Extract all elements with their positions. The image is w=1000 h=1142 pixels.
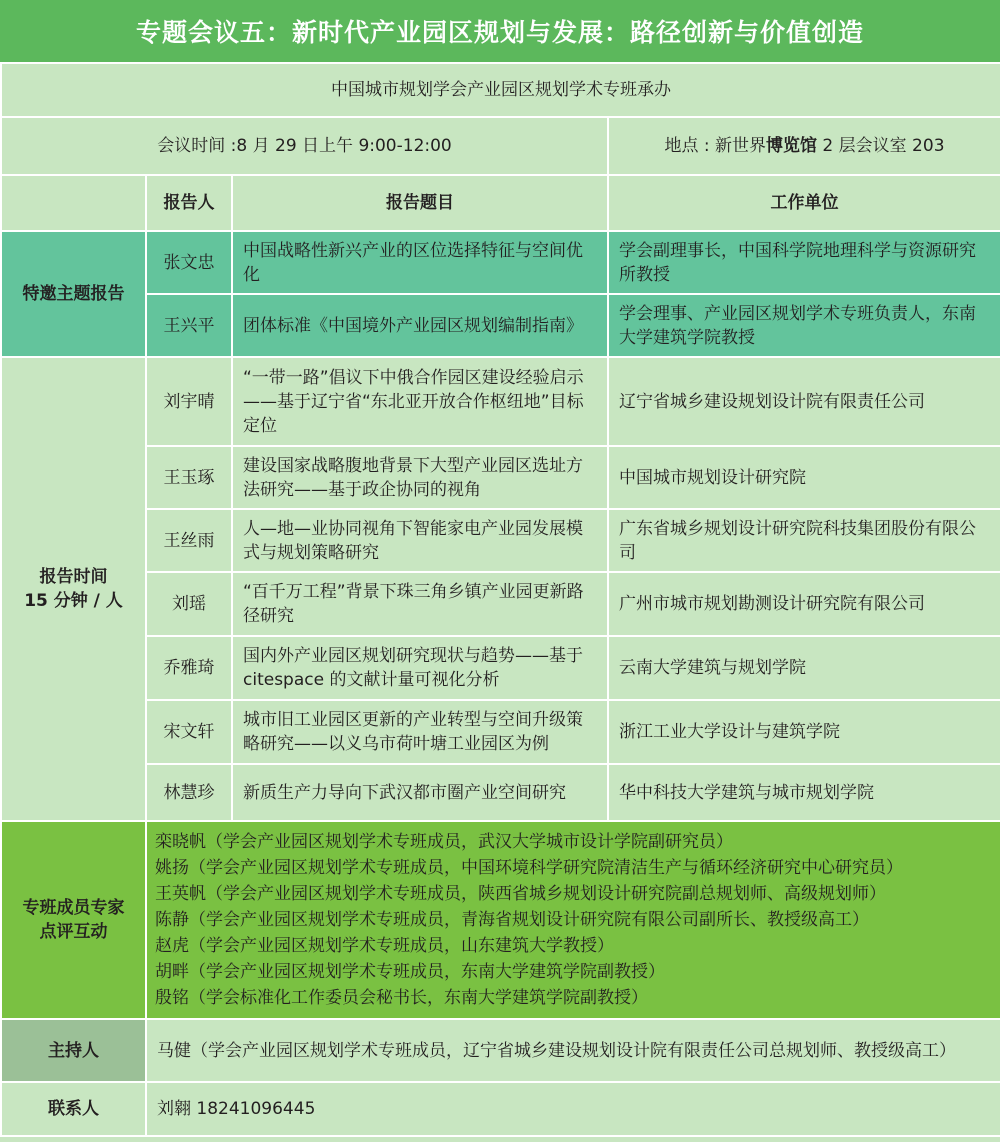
report-topic: “百千万工程”背景下珠三角乡镇产业园更新路径研究 [232,572,608,636]
column-header-row [1,175,1000,231]
keynote-label: 特邀主题报告 [1,231,146,357]
location-suffix: 2 层会议室 203 [817,136,945,156]
table-row [1,764,1000,821]
report-topic: “一带一路”倡议下中俄合作园区建设经验启示——基于辽宁省“东北亚开放合作枢纽地”目标定位 [232,357,608,446]
schedule-table [0,62,1000,1137]
host-label: 主持人 [1,1019,146,1082]
speaker-name: 林慧珍 [146,764,232,821]
expert-review-row [1,821,1000,1019]
table-row [1,700,1000,764]
contact-label: 联系人 [1,1082,146,1136]
report-time-label-line2: 15 分钟 / 人 [24,591,123,611]
speaker-name: 刘宇晴 [146,357,232,446]
expert-label-line1: 专班成员专家 [22,898,125,918]
speaker-name: 王兴平 [146,294,232,357]
organizer-row [1,63,1000,117]
report-topic: 国内外产业园区规划研究现状与趋势——基于 citespace 的文献计量可视化分析 [232,636,608,700]
column-header-speaker: 报告人 [146,175,232,231]
table-row [1,509,1000,572]
report-time-label-line1: 报告时间 [39,567,108,587]
report-topic: 新质生产力导向下武汉都市圈产业空间研究 [232,764,608,821]
table-row [1,446,1000,509]
speaker-unit: 中国城市规划设计研究院 [608,446,1000,509]
speaker-unit: 学会副理事长，中国科学院地理科学与资源研究所教授 [608,231,1000,294]
speaker-unit: 广东省城乡规划设计研究院科技集团股份有限公司 [608,509,1000,572]
speaker-name: 乔雅琦 [146,636,232,700]
location-prefix: 地点 : 新世界 [664,136,767,156]
column-header-blank [1,175,146,231]
speaker-name: 张文忠 [146,231,232,294]
speaker-name: 刘瑶 [146,572,232,636]
host-row [1,1019,1000,1082]
list-item: 赵虎（学会产业园区规划学术专班成员，山东建筑大学教授） [155,936,614,956]
speaker-name: 宋文轩 [146,700,232,764]
speaker-name: 王丝雨 [146,509,232,572]
meeting-time: 会议时间 :8 月 29 日上午 9:00-12:00 [1,117,608,175]
report-time-label [1,357,146,821]
table-row [1,294,1000,357]
table-row [1,357,1000,446]
location-venue: 博览馆 [766,136,818,156]
list-item: 王英帆（学会产业园区规划学术专班成员，陕西省城乡规划设计研究院副总规划师、高级规划师） [155,884,886,904]
host-text: 马健（学会产业园区规划学术专班成员，辽宁省城乡建设规划设计院有限责任公司总规划师、教授级高工） [146,1019,1000,1082]
session-title: 专题会议五：新时代产业园区规划与发展：路径创新与价值创造 [0,0,1000,62]
list-item: 栾晓帆（学会产业园区规划学术专班成员，武汉大学城市设计学院副研究员） [155,832,733,852]
speaker-unit: 华中科技大学建筑与城市规划学院 [608,764,1000,821]
speaker-unit: 云南大学建筑与规划学院 [608,636,1000,700]
column-header-unit: 工作单位 [608,175,1000,231]
time-location-row [1,117,1000,175]
table-row [1,636,1000,700]
table-row [1,231,1000,294]
report-topic: 人—地—业协同视角下智能家电产业园发展模式与规划策略研究 [232,509,608,572]
speaker-name: 王玉琢 [146,446,232,509]
list-item: 陈静（学会产业园区规划学术专班成员，青海省规划设计研究院有限公司副所长、教授级高工） [155,910,869,930]
speaker-unit: 学会理事、产业园区规划学术专班负责人，东南大学建筑学院教授 [608,294,1000,357]
speaker-unit: 广州市城市规划勘测设计研究院有限公司 [608,572,1000,636]
report-topic: 中国战略性新兴产业的区位选择特征与空间优化 [232,231,608,294]
expert-label-line2: 点评互动 [39,922,108,942]
table-row [1,572,1000,636]
expert-list [146,821,1000,1019]
expert-review-label [1,821,146,1019]
column-header-topic: 报告题目 [232,175,608,231]
list-item: 姚扬（学会产业园区规划学术专班成员，中国环境科学研究院清洁生产与循环经济研究中心研究员） [155,858,903,878]
report-topic: 城市旧工业园区更新的产业转型与空间升级策略研究——以义乌市荷叶塘工业园区为例 [232,700,608,764]
organizer-text: 中国城市规划学会产业园区规划学术专班承办 [1,63,1000,117]
list-item: 殷铭（学会标准化工作委员会秘书长，东南大学建筑学院副教授） [155,988,648,1008]
report-topic: 团体标准《中国境外产业园区规划编制指南》 [232,294,608,357]
contact-row [1,1082,1000,1136]
speaker-unit: 浙江工业大学设计与建筑学院 [608,700,1000,764]
list-item: 胡畔（学会产业园区规划学术专班成员，东南大学建筑学院副教授） [155,962,665,982]
meeting-location [608,117,1000,175]
contact-text: 刘翱 18241096445 [146,1082,1000,1136]
report-topic: 建设国家战略腹地背景下大型产业园区选址方法研究——基于政企协同的视角 [232,446,608,509]
speaker-unit: 辽宁省城乡建设规划设计院有限责任公司 [608,357,1000,446]
